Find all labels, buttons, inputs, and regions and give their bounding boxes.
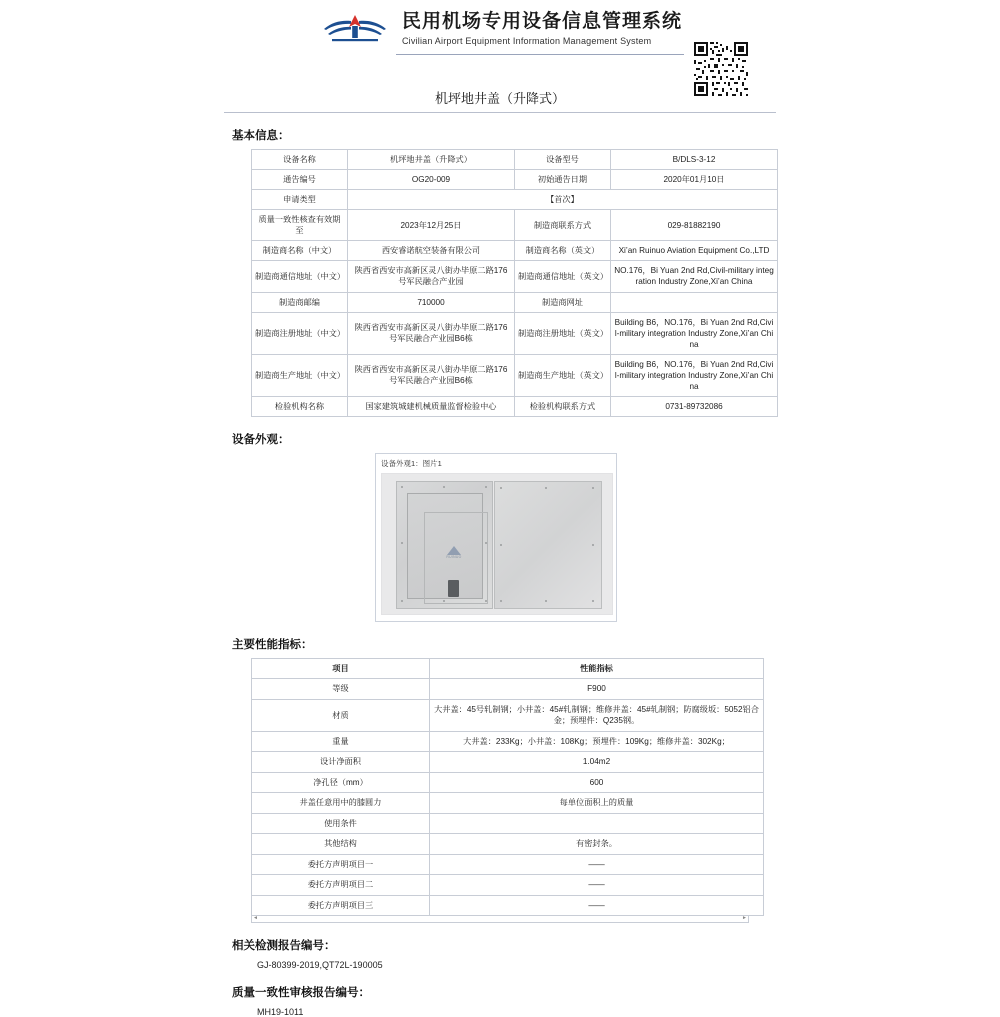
table-row: [252, 752, 764, 772]
cell-item: 井盖任意用中的膝圆力: [252, 793, 430, 813]
column-header-item: 项目: [252, 659, 430, 679]
cell-label: 制造商名称（中文）: [252, 241, 348, 261]
cell-value: NO.176，Bi Yuan 2nd Rd,Civil-military integration Industry Zone,Xi’an China: [611, 261, 778, 292]
cell-label: 制造商通信地址（英文）: [515, 261, 611, 292]
appearance-block: [232, 453, 1000, 622]
manufacturer-logo-icon: RUINUO: [434, 546, 474, 560]
document-title-wrap: [0, 88, 1000, 113]
table-row: [252, 772, 764, 792]
photo-inner-panel: [407, 493, 483, 599]
cell-item: 委托方声明项目三: [252, 895, 430, 915]
table-row: [252, 731, 764, 751]
cell-value: 国家建筑城建机械质量监督检验中心: [348, 396, 515, 416]
table-row: [252, 793, 764, 813]
cell-value: OG20-009: [348, 170, 515, 190]
cell-value: 2020年01月10日: [611, 170, 778, 190]
cell-item: 设计净面积: [252, 752, 430, 772]
cell-label: 制造商邮编: [252, 292, 348, 312]
basic-info-table: [251, 149, 778, 417]
cell-value: Building B6，NO.176，Bi Yuan 2nd Rd,Civil-military integration Industry Zone,Xi’an China: [611, 354, 778, 396]
cell-value: 每单位面积上的质量: [430, 793, 764, 813]
cell-label: 制造商通信地址（中文）: [252, 261, 348, 292]
cell-value: F900: [430, 679, 764, 699]
cell-item: 使用条件: [252, 813, 430, 833]
table-row: [252, 396, 778, 416]
cell-value: 西安睿诺航空装备有限公司: [348, 241, 515, 261]
cell-label: 初始通告日期: [515, 170, 611, 190]
table-row: [252, 170, 778, 190]
section-performance-label: 主要性能指标：: [232, 639, 313, 651]
cell-value: 600: [430, 772, 764, 792]
table-row: [252, 895, 764, 915]
table-row: [252, 354, 778, 396]
title-underline: [224, 112, 776, 113]
cell-label: 制造商注册地址（英文）: [515, 312, 611, 354]
cell-label: 质量一致性核查有效期至: [252, 210, 348, 241]
cell-label: 制造商生产地址（英文）: [515, 354, 611, 396]
airport-wings-logo-icon: [318, 9, 392, 49]
cell-item: 委托方声明项目一: [252, 854, 430, 874]
page-title: 机坪地井盖（升降式）: [434, 91, 565, 106]
cell-value: 2023年12月25日: [348, 210, 515, 241]
cell-value: Building B6，NO.176，Bi Yuan 2nd Rd,Civil-military integration Industry Zone,Xi’an China: [611, 312, 778, 354]
cell-value: 陕西省西安市高新区灵八街办毕原二路176号军民融合产业园: [348, 261, 515, 292]
table-row: [252, 261, 778, 292]
cell-item: 净孔径（mm）: [252, 772, 430, 792]
cell-value: ——: [430, 875, 764, 895]
section-basic-info-label: 基本信息：: [232, 130, 290, 142]
table-row: [252, 699, 764, 731]
photo-plate-right: [494, 481, 602, 609]
cell-label: 制造商注册地址（中文）: [252, 312, 348, 354]
table-row: [252, 875, 764, 895]
cell-label: 制造商生产地址（中文）: [252, 354, 348, 396]
column-header-value: 性能指标: [430, 659, 764, 679]
system-title-en: Civilian Airport Equipment Information Management System: [401, 36, 652, 46]
report-number-value: GJ-80399-2019,QT72L-190005: [257, 960, 383, 971]
table-row: [252, 241, 778, 261]
table-row: [252, 150, 778, 170]
scroll-left-arrow-icon[interactable]: ◄: [253, 915, 258, 922]
cell-label: 制造商网址: [515, 292, 611, 312]
cell-label: 设备名称: [252, 150, 348, 170]
cell-value: B/DLS-3-12: [611, 150, 778, 170]
cell-value: 710000: [348, 292, 515, 312]
cell-item: 等级: [252, 679, 430, 699]
table-row: [252, 292, 778, 312]
cell-value: ——: [430, 895, 764, 915]
table-row: [252, 834, 764, 854]
lock-icon: [448, 580, 459, 597]
cell-value: 陕西省西安市高新区灵八街办毕原二路176号军民融合产业园B6栋: [348, 354, 515, 396]
photo-caption: 设备外观1：图片1: [381, 459, 442, 468]
table-header-row: [252, 659, 764, 679]
cell-value: [611, 292, 778, 312]
cell-value: 陕西省西安市高新区灵八街办毕原二路176号军民融合产业园B6栋: [348, 312, 515, 354]
section-appearance-label: 设备外观：: [232, 434, 290, 446]
cell-value: Xi’an Ruinuo Aviation Equipment Co.,LTD: [611, 241, 778, 261]
table-row: [252, 854, 764, 874]
cell-label: 设备型号: [515, 150, 611, 170]
cell-label: 通告编号: [252, 170, 348, 190]
manhole-cover-photo: [381, 473, 613, 615]
cell-value: 【首次】: [348, 190, 778, 210]
cell-value: 大井盖：233Kg；小井盖：108Kg；预埋件：109Kg；维修井盖：302Kg；: [430, 731, 764, 751]
cell-value: 有密封条。: [430, 834, 764, 854]
cell-label: 制造商名称（英文）: [515, 241, 611, 261]
cell-value: 1.04m2: [430, 752, 764, 772]
table-row: [252, 813, 764, 833]
cell-value: 029-81882190: [611, 210, 778, 241]
cell-value: ——: [430, 854, 764, 874]
cell-value: 大井盖：45号轧制钢；小井盖：45#轧制钢；维修井盖：45#轧制钢；防腐级坂：5052铝合金；预埋件：Q235钢。: [430, 699, 764, 731]
cell-label: 申请类型: [252, 190, 348, 210]
table-row: [252, 210, 778, 241]
cell-item: 其他结构: [252, 834, 430, 854]
cell-item: 重量: [252, 731, 430, 751]
cell-item: 材质: [252, 699, 430, 731]
photo-card: [375, 453, 617, 622]
system-title-block: [402, 11, 682, 47]
cell-label: 制造商联系方式: [515, 210, 611, 241]
table-row: [252, 679, 764, 699]
header-divider: [396, 54, 684, 55]
cell-label: 检验机构名称: [252, 396, 348, 416]
cell-value: [430, 813, 764, 833]
performance-table: [251, 658, 764, 916]
page-header: [0, 0, 1000, 62]
scroll-right-arrow-icon[interactable]: ►: [742, 915, 747, 922]
table-row: [252, 190, 778, 210]
horizontal-scrollbar[interactable]: [251, 916, 749, 923]
report-number-label: 相关检测报告编号：: [232, 940, 336, 953]
cell-label: 检验机构联系方式: [515, 396, 611, 416]
audit-report-number-value: MH19-1011: [257, 1007, 304, 1017]
cell-value: 机坪地井盖（升降式）: [348, 150, 515, 170]
photo-plate-left: [396, 481, 493, 609]
cell-item: 委托方声明项目二: [252, 875, 430, 895]
audit-report-number-label: 质量一致性审核报告编号：: [232, 987, 370, 1000]
cell-value: 0731-89732086: [611, 396, 778, 416]
system-title-cn: 民用机场专用设备信息管理系统: [401, 11, 682, 33]
table-row: [252, 312, 778, 354]
